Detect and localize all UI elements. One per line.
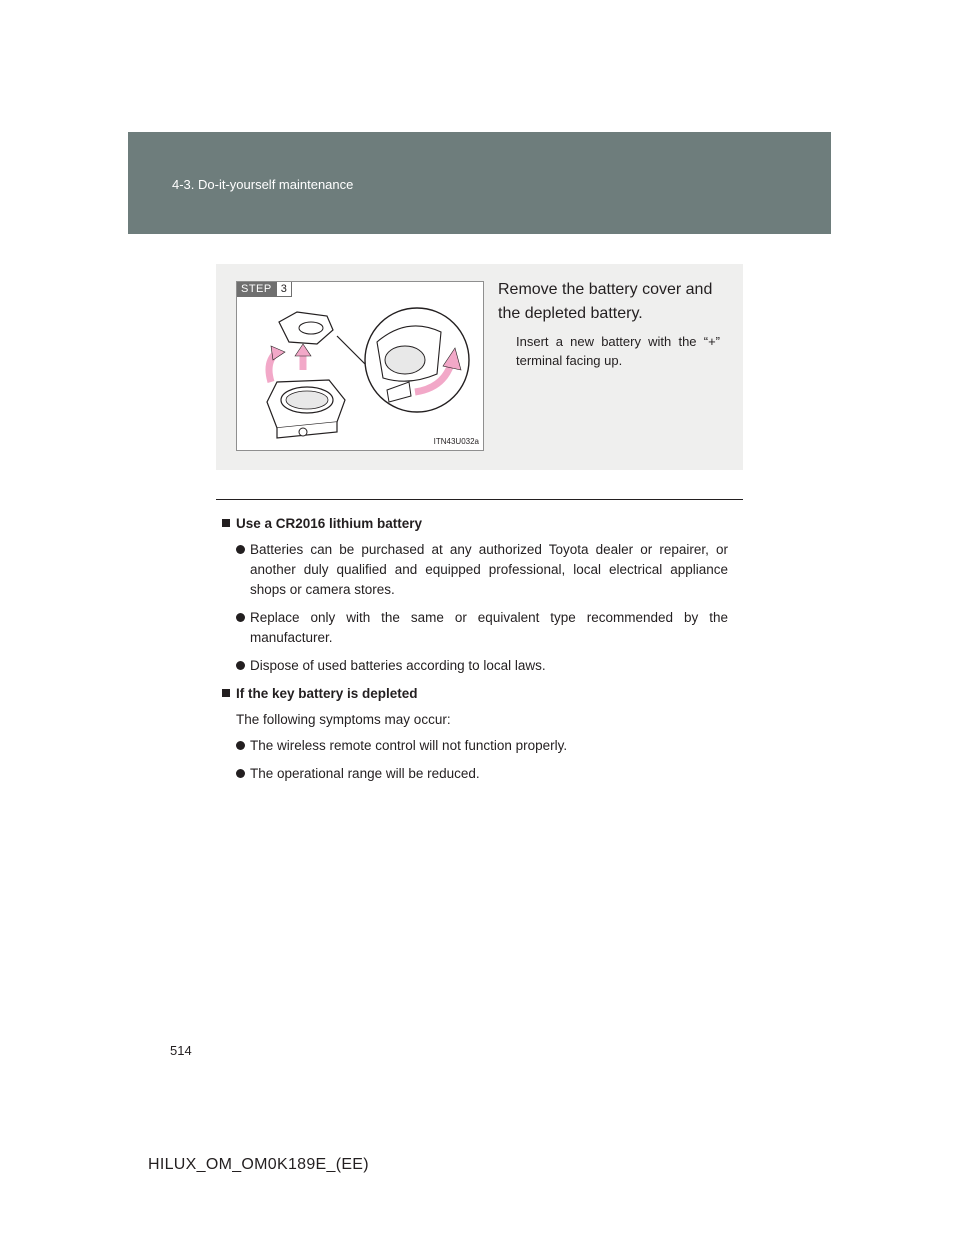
step-number: 3 [276, 282, 292, 297]
list-item: Replace only with the same or equivalent type recommended by the manufacturer. [222, 608, 728, 648]
round-bullet-icon [236, 741, 245, 750]
step-panel [216, 264, 743, 470]
note-heading-battery-depleted: If the key battery is depleted [222, 684, 728, 704]
round-bullet-icon [236, 613, 245, 622]
symptoms-intro: The following symptoms may occur: [236, 712, 451, 727]
list-item: The operational range will be reduced. [222, 764, 728, 784]
section-divider [216, 499, 743, 500]
square-bullet-icon [222, 519, 230, 527]
step-badge [237, 282, 292, 297]
square-bullet-icon [222, 689, 230, 697]
step-label: STEP [237, 282, 276, 297]
notes-content [222, 514, 728, 792]
round-bullet-icon [236, 661, 245, 670]
section-header [128, 132, 831, 234]
note-heading-battery-type: Use a CR2016 lithium battery [222, 514, 728, 534]
step-note: Insert a new battery with the “+” terminal facing up. [516, 334, 720, 368]
list-item: The wireless remote control will not function properly. [222, 736, 728, 756]
list-item: Dispose of used batteries according to local laws. [222, 656, 728, 676]
page-number: 514 [170, 1043, 192, 1058]
step-instruction: Remove the battery cover and the depleted battery. [498, 281, 713, 322]
battery-replacement-illustration [236, 281, 484, 451]
key-battery-drawing [237, 282, 485, 452]
round-bullet-icon [236, 545, 245, 554]
list-item: Batteries can be purchased at any authorized Toyota dealer or repairer, or another duly qualified and equipped professional, local electrical appliance shops or camera stores. [222, 540, 728, 600]
round-bullet-icon [236, 769, 245, 778]
section-title: 4-3. Do-it-yourself maintenance [172, 177, 354, 192]
document-code: HILUX_OM_OM0K189E_(EE) [148, 1156, 369, 1173]
figure-code: ITN43U032a [433, 437, 479, 446]
